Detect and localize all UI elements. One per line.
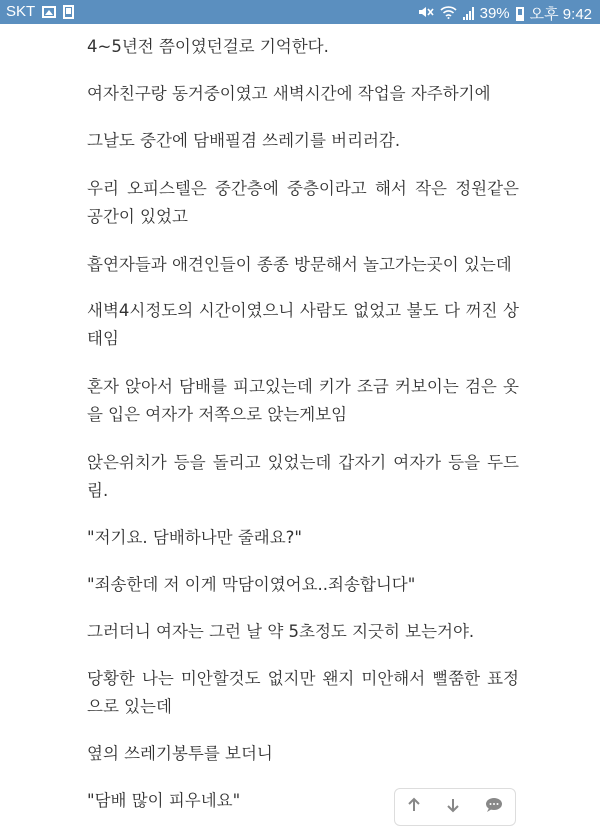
paragraph: "담배 많이 피우네요" — [87, 791, 241, 810]
clock: 오후 9:42 — [529, 6, 592, 23]
paragraph: "저기요. 담배하나만 줄래요?" — [87, 528, 302, 547]
image-icon — [42, 6, 56, 18]
battery-percent: 39% — [479, 5, 510, 22]
mute-icon — [418, 5, 434, 23]
paragraph: 옆의 쓰레기봉투를 보더니 — [87, 744, 273, 763]
signal-icon — [463, 7, 474, 20]
paragraph: 그날도 중간에 담배필겸 쓰레기를 버리러감. — [87, 131, 401, 150]
paragraph: 그러더니 여자는 그런 날 약 5초정도 지긋히 보는거야. — [87, 622, 475, 641]
paragraph: 당황한 나는 미안할것도 없지만 왠지 미안해서 뻘쭘한 표정으로 있는데 — [87, 669, 519, 716]
wifi-icon — [440, 5, 457, 23]
scroll-widget — [394, 788, 516, 826]
paragraph: 4~5년전 쯤이였던걸로 기억한다. — [87, 37, 329, 56]
status-bar — [0, 0, 600, 24]
arrow-up-icon[interactable] — [407, 797, 421, 817]
paragraph: 흡연자들과 애견인들이 종종 방문해서 놀고가는곳이 있는데 — [87, 255, 512, 274]
carrier-label: SKT — [6, 3, 36, 20]
paragraph: 우리 오피스텔은 중간층에 중층이라고 해서 작은 정원같은 공간이 있었고 — [87, 179, 519, 226]
paragraph: 앉은위치가 등을 돌리고 있었는데 갑자기 여자가 등을 두드림. — [87, 453, 520, 500]
arrow-down-icon[interactable] — [446, 797, 460, 817]
document-icon — [63, 5, 74, 19]
paragraph: 새벽4시정도의 시간이였으니 사람도 없었고 불도 다 꺼진 상태임 — [87, 301, 519, 348]
paragraph: "죄송한데 저 이게 막담이였어요..죄송합니다" — [87, 575, 416, 594]
paragraph: 여자친구랑 동거중이였고 새벽시간에 작업을 자주하기에 — [87, 84, 491, 103]
paragraph: 혼자 앉아서 담배를 피고있는데 키가 조금 커보이는 검은 옷을 입은 여자가 저쪽으로 앉는게보임 — [87, 377, 519, 424]
battery-icon — [516, 7, 524, 21]
comment-icon[interactable] — [485, 797, 503, 817]
